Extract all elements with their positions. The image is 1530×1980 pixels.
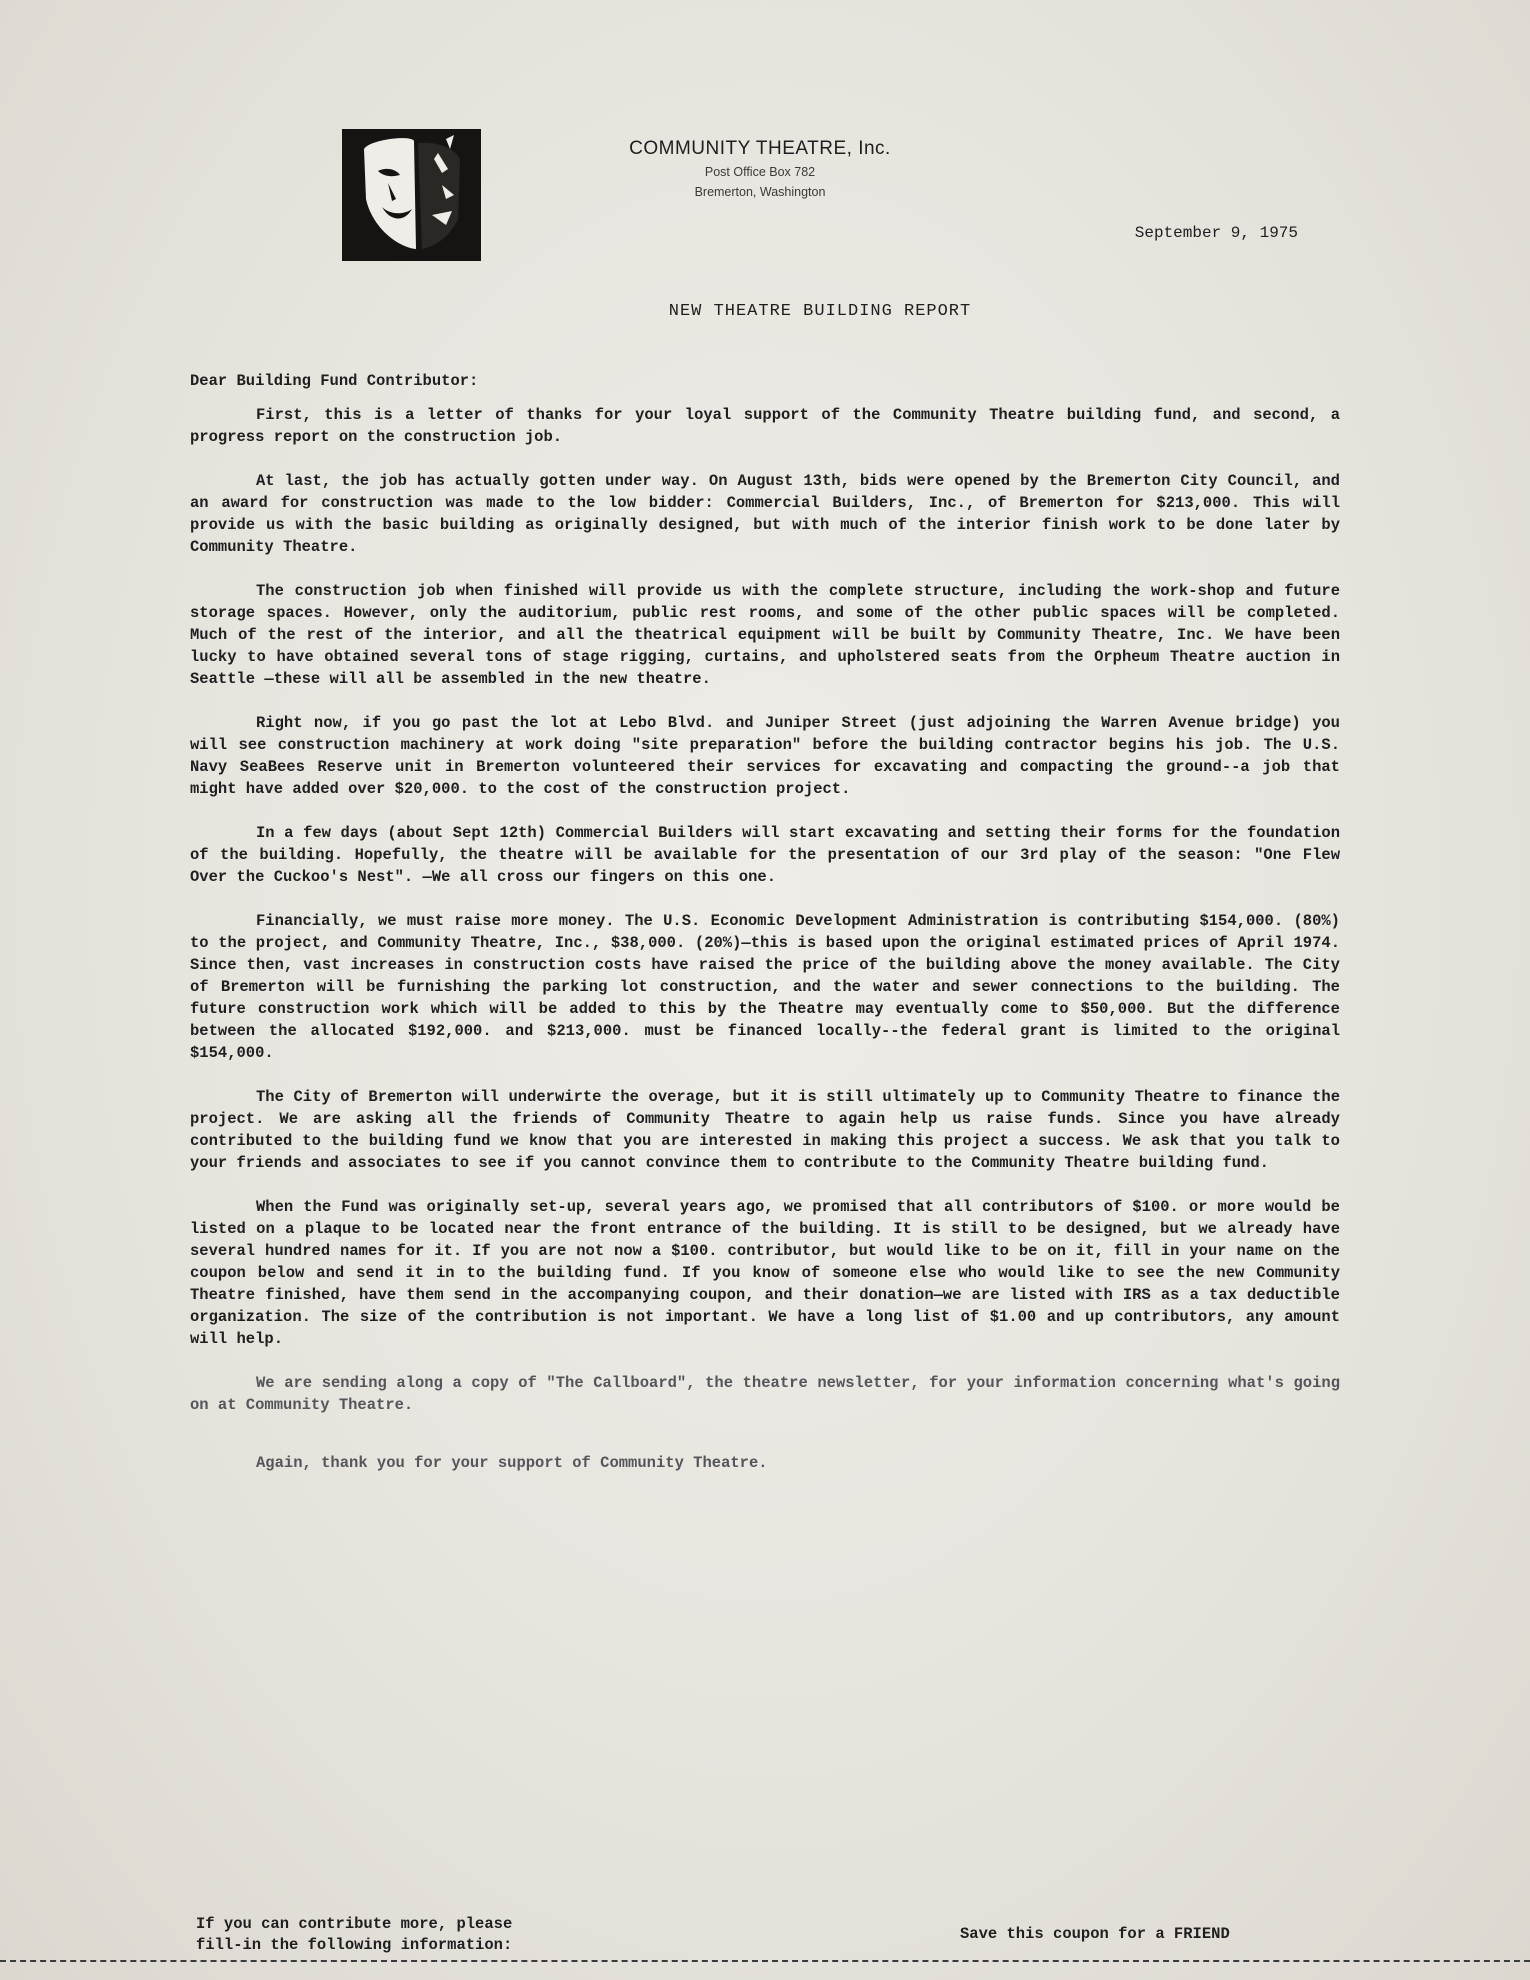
- paragraph-excavation: In a few days (about Sept 12th) Commercial Builders will start excavating and setting their forms for the foundation of the building. Hopefully, the theatre will be available for the presentation of our 3rd play of the season: "One Flew Over the Cuckoo's Nest". —We all cross our fingers on this one.: [190, 824, 1340, 886]
- coupon-instructions: [196, 1914, 656, 1956]
- coupon-instruction-line-1: If you can contribute more, please: [196, 1915, 513, 1933]
- letter-date: September 9, 1975: [1134, 224, 1298, 242]
- letterhead: [560, 136, 960, 202]
- paragraph-bids: At last, the job has actually gotten under way. On August 13th, bids were opened by the Bremerton City Council, and an award for construction was made to the low bidder: Commercial Builders, Inc., of Bremerton for $213,000. This will provide us with the basic building as originally designed, but with much of the interior finish work to be done later by Community Theatre.: [190, 472, 1340, 556]
- theatre-mask-logo: [342, 129, 481, 261]
- paragraph-financial: Financially, we must raise more money. The U.S. Economic Development Administration is contributing $154,000. (80%) to the project, and Community Theatre, Inc., $38,000. (20%)—this is based upon the original estimated prices of April 1974. Since then, vast increases in construction costs have raised the price of the building above the money available. The City of Bremerton will be furnishing the parking lot construction, and the water and sewer connections to the building. The future construction work which will be added to this by the Theatre may eventually come to $50,000. But the difference between the allocated $192,000. and $213,000. must be financed locally--the federal grant is limited to the original $154,000.: [190, 912, 1340, 1062]
- letter-body: [190, 370, 1340, 1496]
- comedy-tragedy-mask-icon: [342, 129, 481, 261]
- coupon-save-note: Save this coupon for a FRIEND: [960, 1925, 1230, 1943]
- paragraph-fundraising: The City of Bremerton will underwirte the overage, but it is still ultimately up to Community Theatre to finance the project. We are asking all the friends of Community Theatre to again help us raise funds. Since you have already contributed to the building fund we know that you are interested in making this project a success. We ask that you talk to your friends and associates to see if you cannot convince them to contribute to the Community Theatre building fund.: [190, 1088, 1340, 1172]
- organization-name: COMMUNITY THEATRE, Inc.: [629, 138, 891, 159]
- paragraph-thanks: First, this is a letter of thanks for your loyal support of the Community Theatre building fund, and second, a progress report on the construction job.: [190, 406, 1340, 446]
- report-title: NEW THEATRE BUILDING REPORT: [668, 302, 972, 321]
- closing-line: Again, thank you for your support of Community Theatre.: [256, 1454, 768, 1472]
- paragraph-construction: The construction job when finished will provide us with the complete structure, including the work-shop and future storage spaces. However, only the auditorium, public rest rooms, and some of the other public spaces will be completed. Much of the rest of the interior, and all the theatrical equipment will be built by Community Theatre, Inc. We have been lucky to have obtained several tons of stage rigging, curtains, and upholstered seats from the Orpheum Theatre auction in Seattle —these will all be assembled in the new theatre.: [190, 582, 1340, 688]
- coupon-instruction-line-2: fill-in the following information:: [196, 1936, 513, 1954]
- salutation: Dear Building Fund Contributor:: [190, 372, 479, 390]
- address-po-box: Post Office Box 782: [704, 165, 816, 179]
- paragraph-callboard: We are sending along a copy of "The Callboard", the theatre newsletter, for your information concerning what's going on at Community Theatre.: [190, 1374, 1340, 1414]
- coupon-cut-line: [0, 1960, 1530, 1962]
- paragraph-plaque: When the Fund was originally set-up, several years ago, we promised that all contributors of $100. or more would be listed on a plaque to be located near the front entrance of the building. It is still to be designed, but we already have several hundred names for it. If you are not now a $100. contributor, but would like to be on it, fill in your name on the coupon below and send it in to the building fund. If you know of someone else who would like to see the new Community Theatre finished, have them send in the accompanying coupon, and their donation—we are listed with IRS as a tax deductible organization. The size of the contribution is not important. We have a long list of $1.00 and up contributors, any amount will help.: [190, 1198, 1340, 1348]
- address-city: Bremerton, Washington: [694, 185, 826, 199]
- paragraph-site-preparation: Right now, if you go past the lot at Lebo Blvd. and Juniper Street (just adjoining the Warren Avenue bridge) you will see construction machinery at work doing "site preparation" before the building contractor begins his job. The U.S. Navy SeaBees Reserve unit in Bremerton volunteered their services for excavating and compacting the ground--a job that might have added over $20,000. to the cost of the construction project.: [190, 714, 1340, 798]
